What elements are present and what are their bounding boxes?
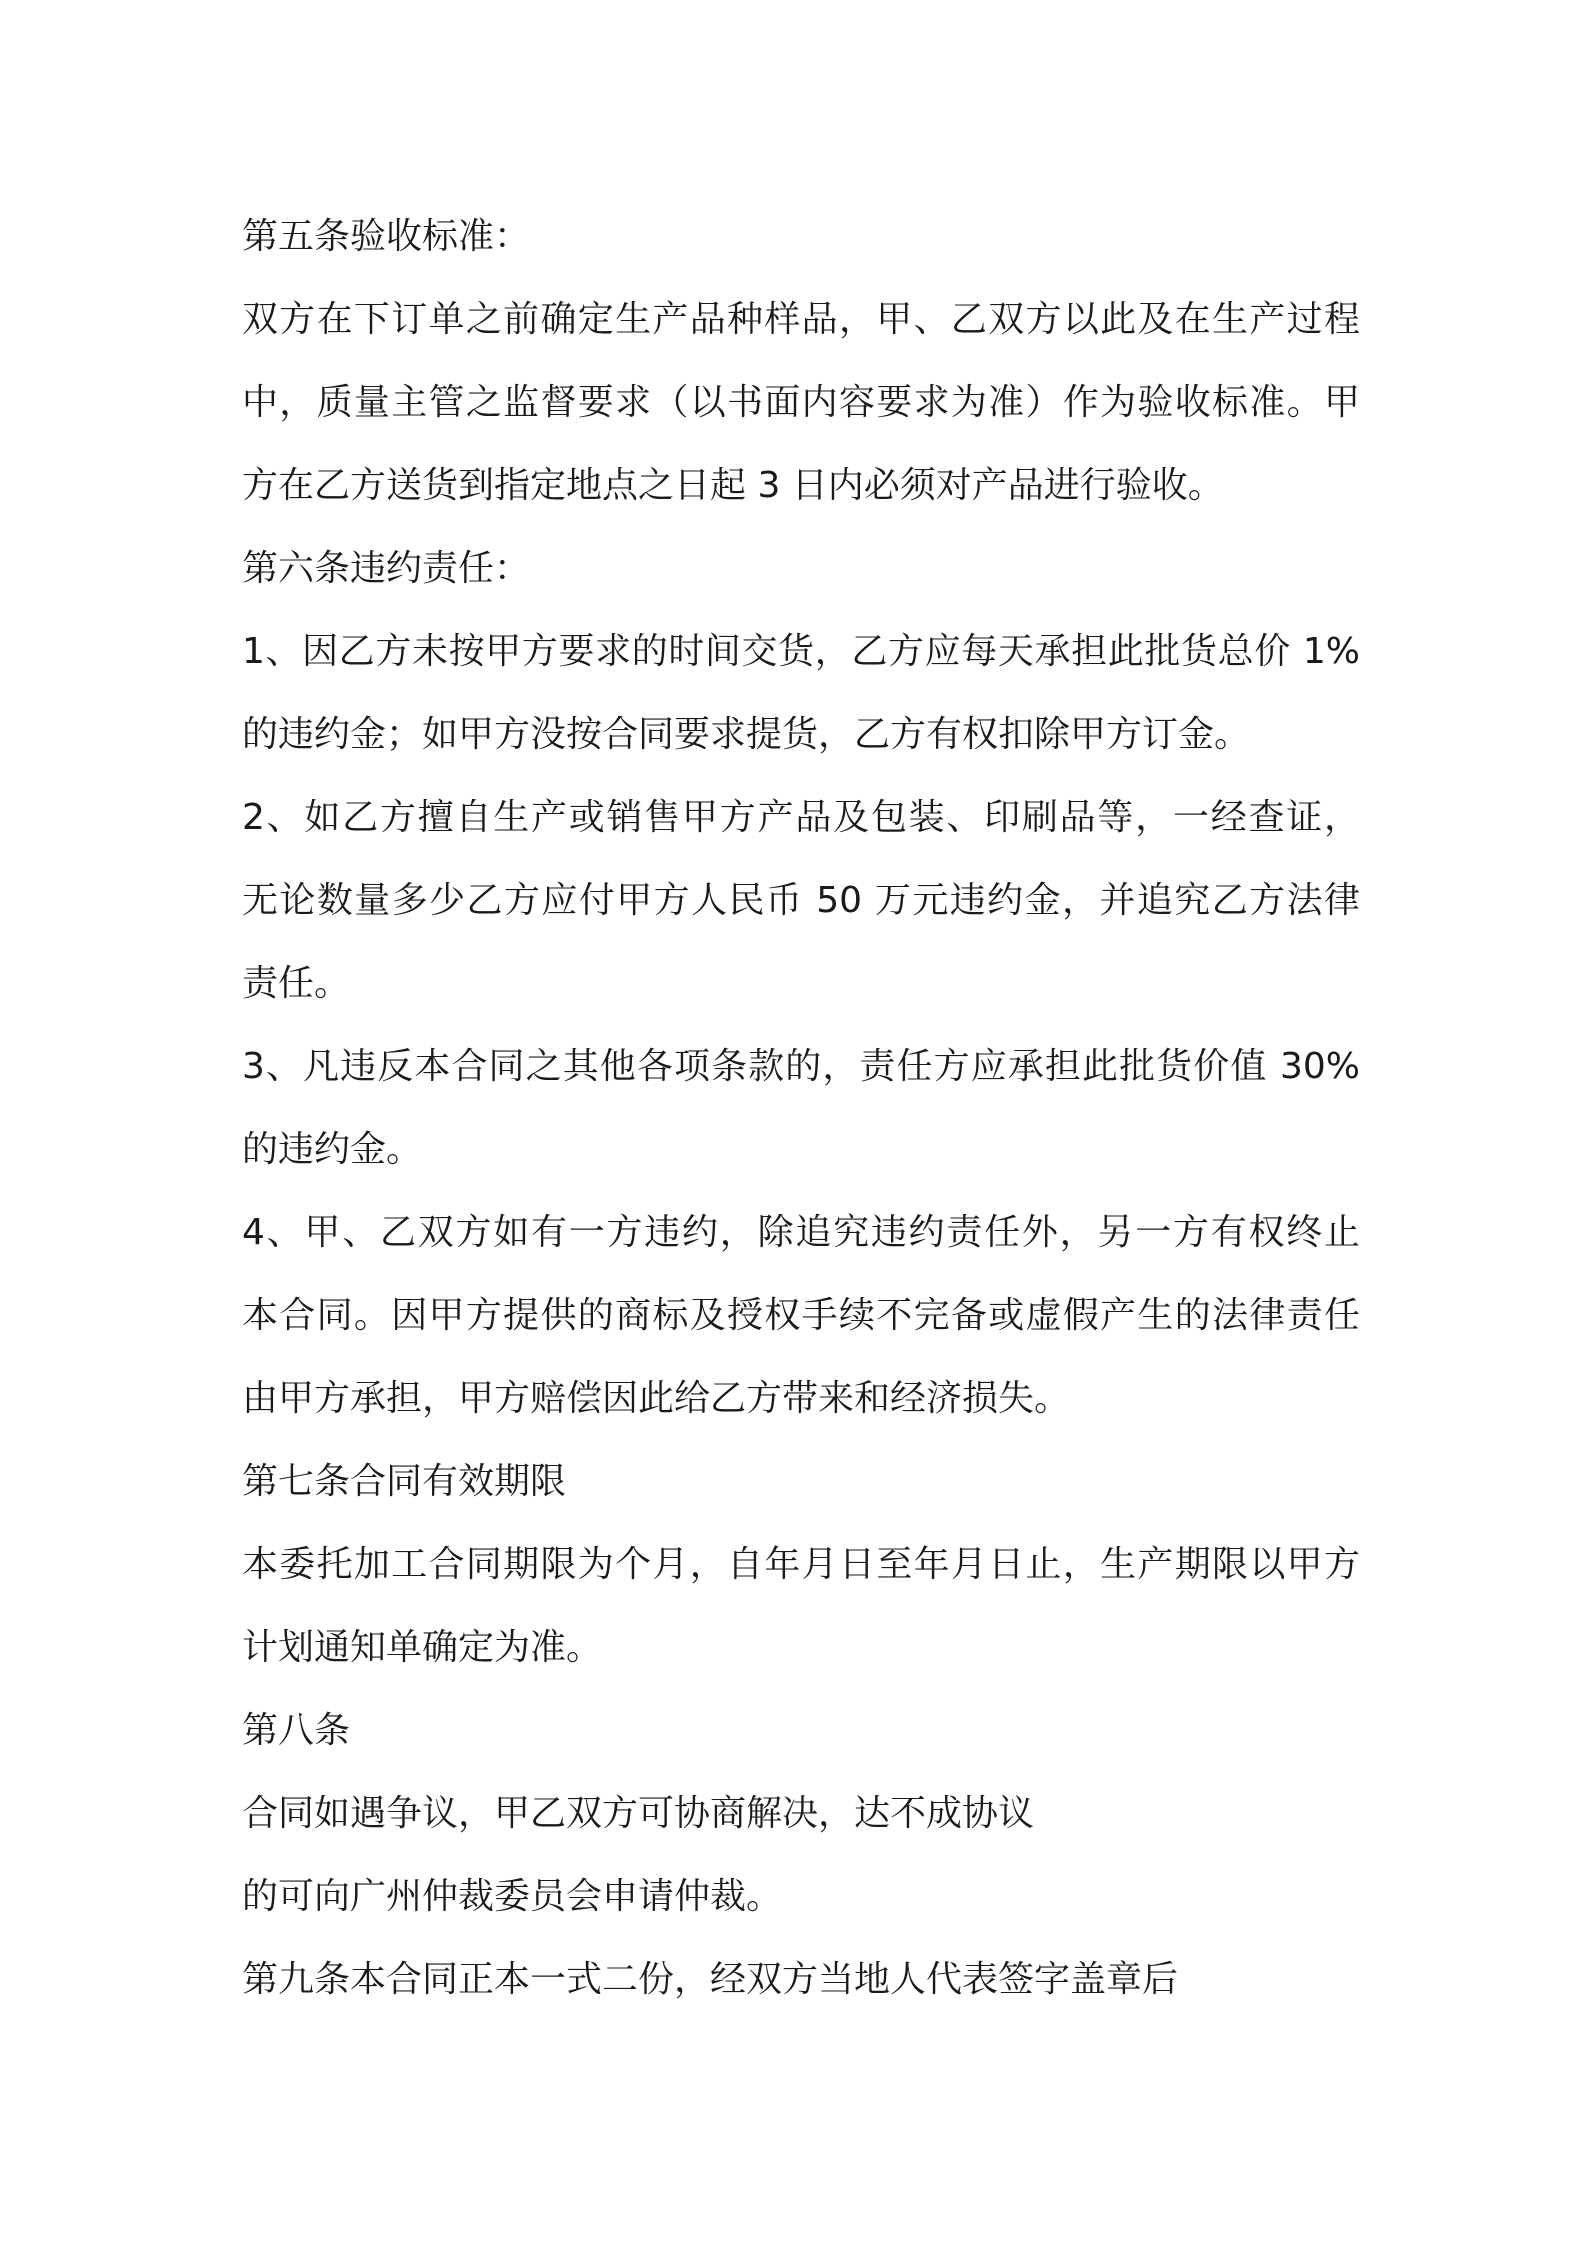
text-line: 第六条违约责任： bbox=[242, 548, 531, 589]
text-line: 的可向广州仲裁委员会申请仲裁。 bbox=[242, 1876, 783, 1917]
text-line: 双方在下订单之前确定生产品种样品，甲、乙双方以此及在生产过程 bbox=[242, 299, 1360, 340]
text-line: 责任。 bbox=[242, 963, 351, 1004]
text-line: 1、因乙方未按甲方要求的时间交货，乙方应每天承担此批货总价 1% bbox=[242, 631, 1360, 672]
text-line: 4、甲、乙双方如有一方违约，除追究违约责任外，另一方有权终止 bbox=[242, 1212, 1360, 1253]
text-line: 无论数量多少乙方应付甲方人民币 50 万元违约金，并追究乙方法律 bbox=[242, 880, 1360, 921]
text-line: 2、如乙方擅自生产或销售甲方产品及包装、印刷品等，一经查证， bbox=[242, 797, 1360, 838]
text-line: 合同如遇争议，甲乙双方可协商解决，达不成协议 bbox=[242, 1793, 1035, 1834]
text-line: 本委托加工合同期限为个月，自年月日至年月日止，生产期限以甲方 bbox=[242, 1544, 1360, 1585]
text-line: 本合同。因甲方提供的商标及授权手续不完备或虚假产生的法律责任 bbox=[242, 1295, 1360, 1336]
text-line: 由甲方承担，甲方赔偿因此给乙方带来和经济损失。 bbox=[242, 1378, 1071, 1419]
text-line: 第八条 bbox=[242, 1710, 351, 1751]
text-line: 计划通知单确定为准。 bbox=[242, 1627, 603, 1668]
text-line: 3、凡违反本合同之其他各项条款的，责任方应承担此批货价值 30% bbox=[242, 1046, 1360, 1087]
text-line: 第七条合同有效期限 bbox=[242, 1461, 567, 1502]
text-line: 方在乙方送货到指定地点之日起 3 日内必须对产品进行验收。 bbox=[242, 465, 1224, 506]
text-line: 的违约金。 bbox=[242, 1129, 423, 1170]
text-line: 第九条本合同正本一式二份，经双方当地人代表签字盖章后 bbox=[242, 1959, 1179, 2000]
text-line: 的违约金；如甲方没按合同要求提货，乙方有权扣除甲方订金。 bbox=[242, 714, 1251, 755]
document-body bbox=[242, 195, 1360, 2021]
text-line: 中，质量主管之监督要求（以书面内容要求为准）作为验收标准。甲 bbox=[242, 382, 1360, 423]
text-line: 第五条验收标准： bbox=[242, 216, 531, 257]
